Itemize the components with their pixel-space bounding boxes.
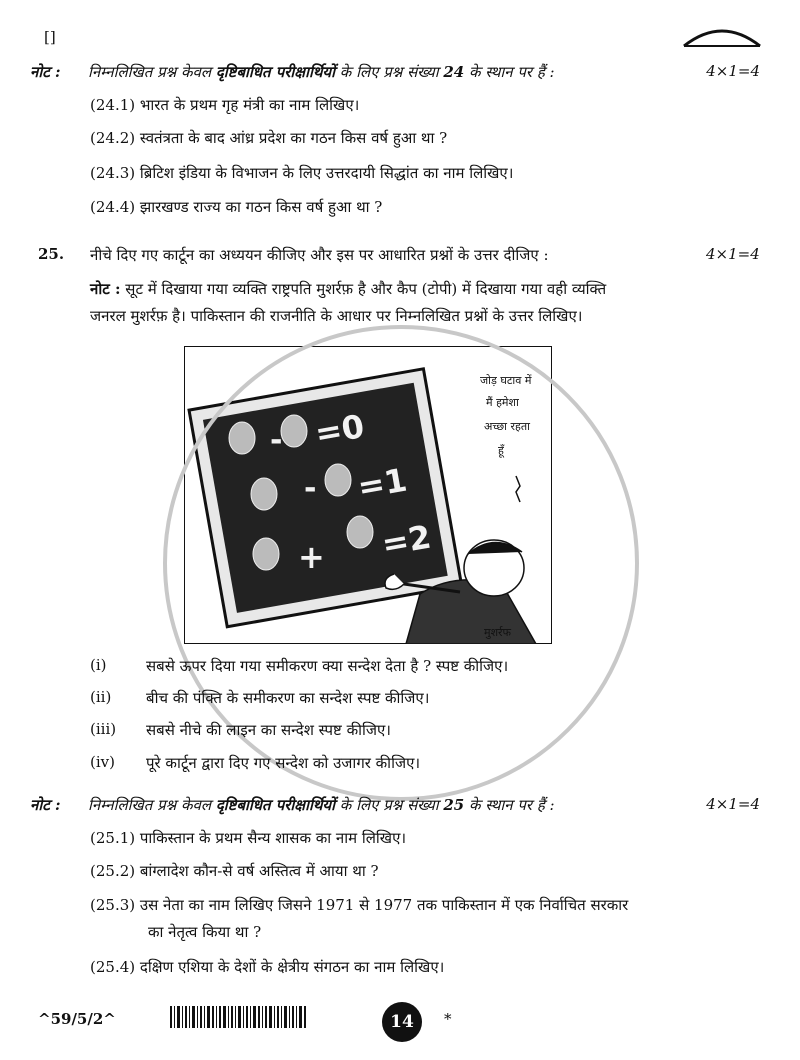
footer-star: * xyxy=(444,1010,452,1028)
question-25-4: (25.4) दक्षिण एशिया के देशों के क्षेत्रीय संगठन का नाम लिखिए। xyxy=(90,958,445,976)
note-text: निम्नलिखित प्रश्न केवल दृष्टिबाधित परीक्षार्थियों के लिए प्रश्न संख्या 24 के स्थान पर हैं : xyxy=(88,63,555,81)
question-25-1: (25.1) पाकिस्तान के प्रथम सैन्य शासक का नाम लिखिए। xyxy=(90,829,407,847)
sub-question-text: सबसे ऊपर दिया गया समीकरण क्या सन्देश देता है ? स्पष्ट कीजिए। xyxy=(146,657,509,675)
sub-question-text: बीच की पंक्ति के समीकरण का सन्देश स्पष्ट कीजिए। xyxy=(146,689,430,707)
svg-text:मैं हमेशा: मैं हमेशा xyxy=(486,396,519,409)
cartoon-caption: मुशर्रफ xyxy=(484,626,512,639)
question-24-3: (24.3) ब्रिटिश इंडिया के विभाजन के लिए उत्तरदायी सिद्धांत का नाम लिखिए। xyxy=(90,164,514,182)
question-24-4: (24.4) झारखण्ड राज्य का गठन किस वर्ष हुआ था ? xyxy=(90,198,383,216)
question-24-2: (24.2) स्वतंत्रता के बाद आंध्र प्रदेश का गठन किस वर्ष हुआ था ? xyxy=(90,129,448,147)
question-number-25: 25. xyxy=(38,245,65,263)
question-25-marks: 4×1=4 xyxy=(706,245,760,263)
note-label: नोट : xyxy=(30,796,61,814)
page-number-badge: 14 xyxy=(382,1002,422,1042)
header-bracket: [] xyxy=(44,28,56,46)
equation-middle-minus: - xyxy=(304,471,317,506)
note-marks: 4×1=4 xyxy=(706,62,760,80)
sub-question-number: (iii) xyxy=(90,720,117,738)
sub-question-number: (i) xyxy=(90,656,107,674)
note-blind-24 xyxy=(30,62,770,84)
svg-text:जोड़ घटाव में: जोड़ घटाव में xyxy=(480,374,532,387)
paper-code: ^59/5/2^ xyxy=(38,1010,116,1028)
note-label: नोट : xyxy=(30,63,61,81)
question-25-3: (25.3) उस नेता का नाम लिखिए जिसने 1971 से 1977 तक पाकिस्तान में एक निर्वाचित सरकार xyxy=(90,896,629,914)
question-25-note: नोट : सूट में दिखाया गया व्यक्ति राष्ट्रपति मुशर्रफ़ है और कैप (टोपी) में दिखाया गया वही व्यक्ति जनरल मुशर्रफ़ है। पाकिस्तान की राजनीति के आधार पर निम्नलिखित प्रश्नों के उत्तर लिखिए। xyxy=(90,280,607,325)
page-tab-icon xyxy=(682,22,762,48)
sub-question-text: सबसे नीचे की लाइन का सन्देश स्पष्ट कीजिए। xyxy=(146,721,391,739)
cartoon-image xyxy=(184,346,552,644)
barcode-icon xyxy=(170,1006,310,1028)
equation-bottom: =2 xyxy=(378,517,434,564)
chalkboard xyxy=(189,369,462,627)
svg-text:अच्छा रहता: अच्छा रहता xyxy=(484,420,530,433)
note-blind-25 xyxy=(30,795,770,817)
svg-text:हूँ: हूँ xyxy=(498,444,504,457)
sub-question-number: (iv) xyxy=(90,753,115,771)
question-25-text: नीचे दिए गए कार्टून का अध्ययन कीजिए और इस पर आधारित प्रश्नों के उत्तर दीजिए : xyxy=(90,246,549,264)
sub-question-number: (ii) xyxy=(90,688,112,706)
equation-bottom-plus: + xyxy=(298,538,325,576)
note-marks: 4×1=4 xyxy=(706,795,760,813)
equation-top-minus: - xyxy=(270,423,283,458)
question-25-3-cont: का नेतृत्व किया था ? xyxy=(148,923,262,941)
question-25-2: (25.2) बांग्लादेश कौन-से वर्ष अस्तित्व में आया था ? xyxy=(90,862,379,880)
question-24-1: (24.1) भारत के प्रथम गृह मंत्री का नाम लिखिए। xyxy=(90,96,360,114)
sub-question-text: पूरे कार्टून द्वारा दिए गए सन्देश को उजागर कीजिए। xyxy=(146,754,421,772)
equation-middle: =1 xyxy=(354,460,410,507)
equation-top: =0 xyxy=(312,406,368,453)
note-text: निम्नलिखित प्रश्न केवल दृष्टिबाधित परीक्षार्थियों के लिए प्रश्न संख्या 25 के स्थान पर हैं : xyxy=(88,796,555,814)
